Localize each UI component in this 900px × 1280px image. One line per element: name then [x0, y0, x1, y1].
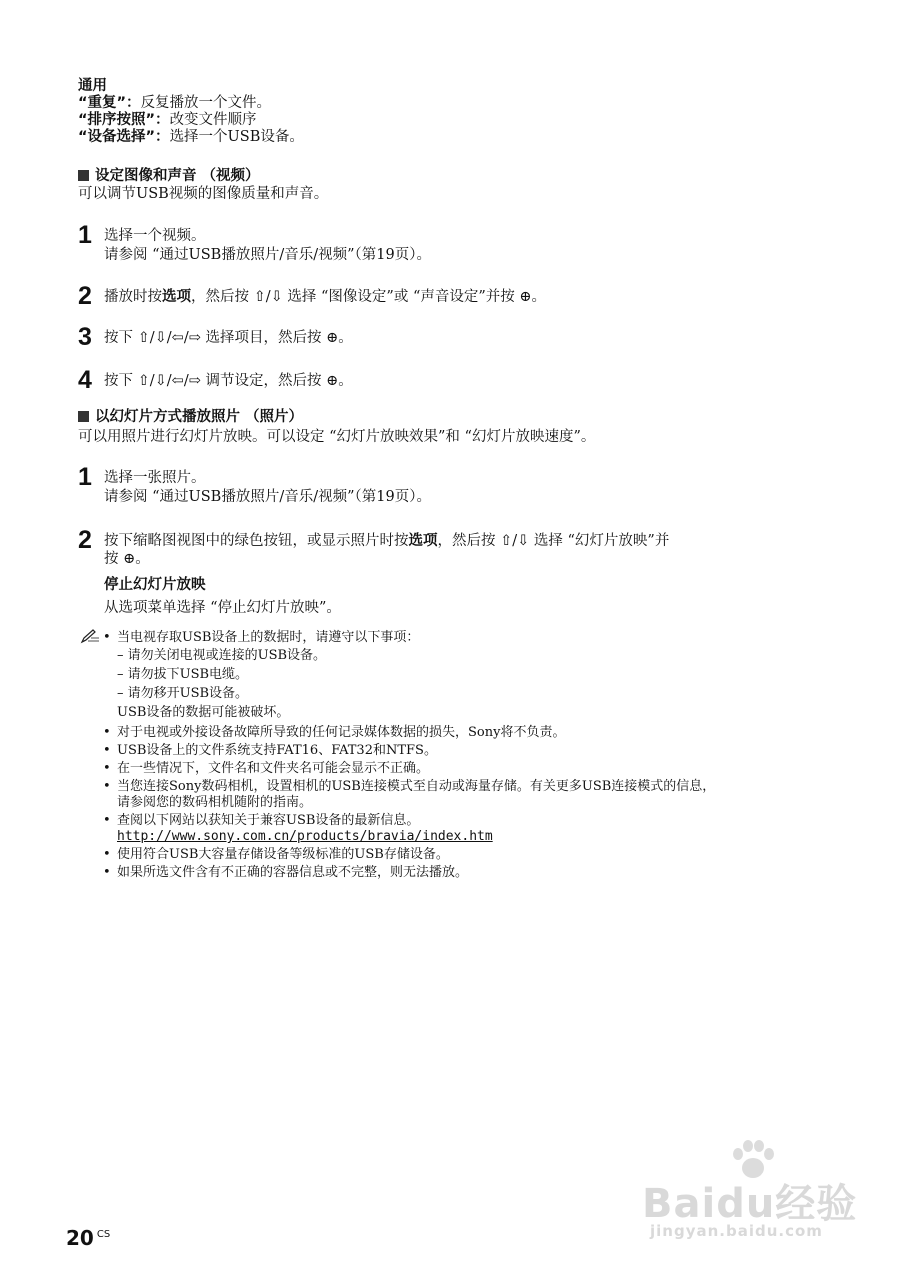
general-heading: 通用 — [78, 78, 107, 94]
stop-slideshow-heading: 停止幻灯片放映 — [104, 577, 206, 593]
video-step-1-number: 1 — [78, 221, 92, 249]
video-step-2-number: 2 — [78, 282, 92, 310]
note-subitem: USB设备的数据可能被破坏。 — [117, 705, 290, 720]
video-step-3-number: 3 — [78, 323, 92, 351]
note-item: • 对于电视或外接设备故障所导致的任何记录媒体数据的损失，Sony将不负责。 — [103, 725, 566, 740]
note-text: 在一些情况下，文件名和文件夹名可能会显示不正确。 — [117, 761, 430, 776]
note-subitem: – 请勿关闭电视或连接的USB设备。 — [117, 648, 327, 663]
note-text: 当您连接Sony数码相机，设置相机的USB连接模式至自动或海量存储。有关更多USB连接模式的信息， — [117, 779, 716, 794]
slideshow-step-2-pre: 按下缩略图视图中的绿色按钮，或显示照片时按 — [104, 533, 409, 549]
sort-term: “排序按照”： — [78, 112, 170, 128]
video-section-heading — [78, 168, 260, 184]
slideshow-step-2-text — [104, 533, 669, 549]
sort-text: 改变文件顺序 — [169, 112, 257, 128]
repeat-line — [78, 95, 271, 111]
slideshow-section-intro: 可以用照片进行幻灯片放映。可以设定 “幻灯片放映效果”和 “幻灯片放映速度”。 — [78, 429, 596, 445]
note-text: 当电视存取USB设备上的数据时，请遵守以下事项： — [117, 630, 420, 645]
note-item: • 当电视存取USB设备上的数据时，请遵守以下事项： — [103, 630, 420, 645]
repeat-text: 反复播放一个文件。 — [140, 95, 272, 111]
note-item: • 在一些情况下，文件名和文件夹名可能会显示不正确。 — [103, 761, 430, 776]
note-item: • USB设备上的文件系统支持FAT16、FAT32和NTFS。 — [103, 743, 437, 758]
note-item: • 如果所选文件含有不正确的容器信息或不完整，则无法播放。 — [103, 865, 469, 880]
sort-line — [78, 112, 257, 128]
slideshow-step-2-continued: 按 ⊕。 — [104, 551, 150, 567]
stop-slideshow-text: 从选项菜单选择 “停止幻灯片放映”。 — [104, 600, 341, 616]
video-section-heading-text: 设定图像和声音 （视频） — [95, 168, 260, 184]
slideshow-section-heading — [78, 409, 303, 425]
video-step-2-pre: 播放时按 — [104, 289, 162, 305]
note-text: 查阅以下网站以获知关于兼容USB设备的最新信息。 — [117, 813, 420, 828]
page-number — [66, 1226, 110, 1250]
video-step-1-text: 选择一个视频。 — [104, 228, 206, 244]
device-term: “设备选择”： — [78, 129, 170, 145]
video-step-1-reference: 请参阅 “通过USB播放照片/音乐/视频”（第19页）。 — [104, 247, 431, 263]
note-text: 如果所选文件含有不正确的容器信息或不完整，则无法播放。 — [117, 865, 469, 880]
note-text: 使用符合USB大容量存储设备等级标准的USB存储设备。 — [117, 847, 449, 862]
slideshow-step-2-post: ，然后按 ⇧/⇩ 选择 “幻灯片放映”并 — [437, 533, 670, 549]
device-text: 选择一个USB设备。 — [169, 129, 304, 145]
note-text-continued: 请参阅您的数码相机随附的指南。 — [117, 795, 313, 810]
video-section-intro: 可以调节USB视频的图像质量和声音。 — [78, 186, 329, 202]
slideshow-step-2-number: 2 — [78, 526, 92, 554]
video-step-4-number: 4 — [78, 366, 92, 394]
watermark-url: jingyan.baidu.com — [650, 1222, 823, 1240]
video-step-2-post: ，然后按 ⇧/⇩ 选择 “图像设定”或 “声音设定”并按 ⊕。 — [191, 289, 547, 305]
sony-website-link[interactable]: http://www.sony.com.cn/products/bravia/index.htm — [117, 829, 493, 844]
note-text: USB设备上的文件系统支持FAT16、FAT32和NTFS。 — [117, 743, 437, 758]
repeat-term: “重复”： — [78, 95, 141, 111]
square-bullet-icon — [78, 170, 89, 181]
note-pencil-icon — [80, 628, 100, 644]
note-text: 对于电视或外接设备故障所导致的任何记录媒体数据的损失，Sony将不负责。 — [117, 725, 566, 740]
slideshow-section-heading-text: 以幻灯片方式播放照片 （照片） — [95, 409, 304, 425]
slideshow-step-1-reference: 请参阅 “通过USB播放照片/音乐/视频”（第19页）。 — [104, 489, 431, 505]
options-key-label: 选项 — [162, 289, 191, 305]
page-number-value: 20 — [66, 1226, 94, 1250]
note-subitem: – 请勿拔下USB电缆。 — [117, 667, 249, 682]
slideshow-step-1-text: 选择一张照片。 — [104, 470, 206, 486]
slideshow-step-1-number: 1 — [78, 463, 92, 491]
language-code: CS — [96, 1229, 111, 1240]
video-step-4-text: 按下 ⇧/⇩/⇦/⇨ 调节设定，然后按 ⊕。 — [104, 373, 353, 389]
baidu-watermark — [640, 1140, 860, 1250]
device-line — [78, 129, 304, 145]
note-subitem: – 请勿移开USB设备。 — [117, 686, 249, 701]
video-step-3-text: 按下 ⇧/⇩/⇦/⇨ 选择项目，然后按 ⊕。 — [104, 330, 353, 346]
options-key-label: 选项 — [408, 533, 438, 549]
note-item: • 当您连接Sony数码相机，设置相机的USB连接模式至自动或海量存储。有关更多USB连接模式的信息， — [103, 779, 716, 794]
note-item: • 使用符合USB大容量存储设备等级标准的USB存储设备。 — [103, 847, 449, 862]
video-step-2-text — [104, 289, 546, 305]
watermark-logo-text: Baidu经验 — [642, 1181, 858, 1227]
note-item: • 查阅以下网站以获知关于兼容USB设备的最新信息。 — [103, 813, 420, 828]
square-bullet-icon — [78, 411, 89, 422]
